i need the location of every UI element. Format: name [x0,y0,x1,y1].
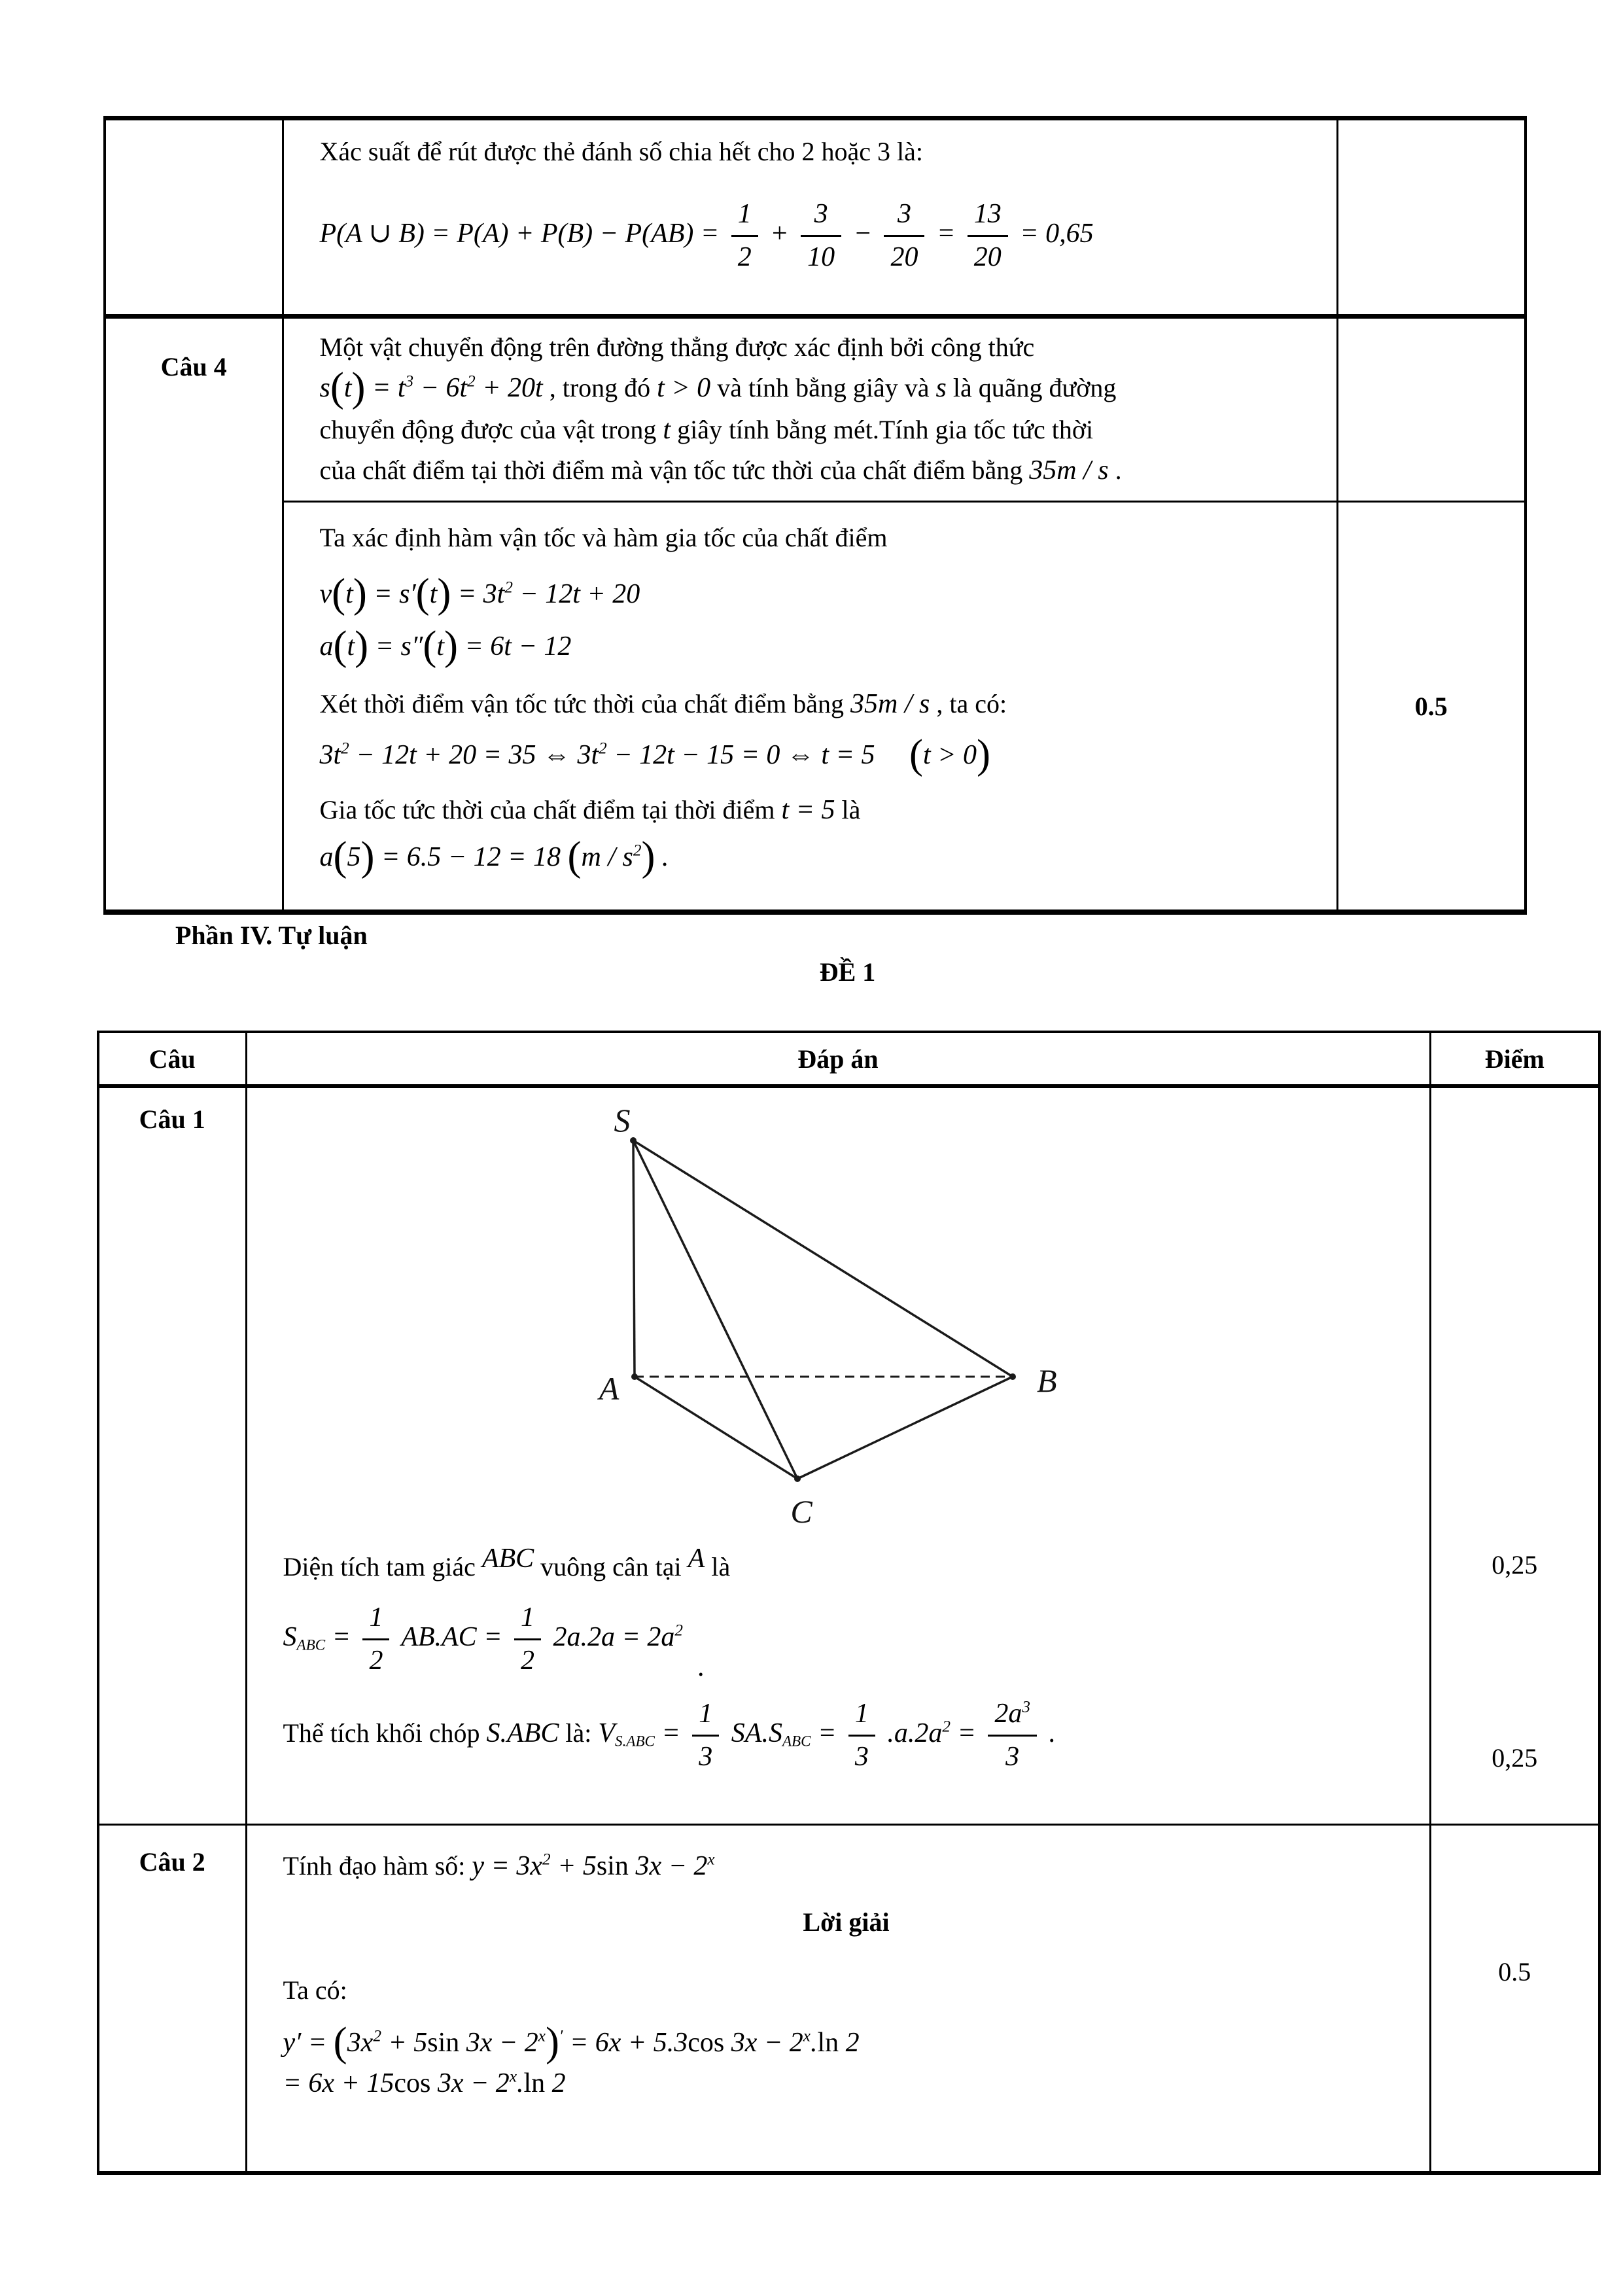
pyramid-svg [571,1109,1094,1541]
vertex-label-b: B [1036,1362,1057,1399]
cau4-label: Câu 4 [105,317,283,913]
area-formula: $S_{ABC}$ = $\frac{1}{2}$ AB.AC = $\frac{1}{2}$ $2a.2a = 2a^2$. [283,1602,705,1683]
statement-line: chuyển động được của vật trong t giây tính bằng mét.Tính gia tốc tức thời [319,415,1094,445]
header-diem: Điểm [1430,1032,1599,1086]
solution-line: a(t) = s″(t) = 6t − 12 [319,622,572,669]
solution-line: Gia tốc tức thời của chất điểm tại thời điểm t = 5 là [319,795,861,825]
statement-line: Một vật chuyển động trên đường thẳng được xác định bởi công thức [319,332,1035,362]
edge-cb [797,1377,1013,1479]
probability-answer-cell [283,118,1337,317]
area-line: Diện tích tam giác ABC vuông cân tại A là [283,1544,731,1581]
cau2-label: Câu 2 [98,1825,246,2174]
score-value: 0.5 [1414,691,1448,721]
cau4-statement-cell [283,317,1337,502]
table-row [105,502,1526,913]
volume-line: Thể tích khối chóp S.ABC là: $V_{S.ABC}$ = $\frac{1}{3}$ $SA.S_{ABC}$ = $\frac{1}{3}$ $.a.2a^2$ = $\frac{2a^3}{3}$ . [283,1698,1056,1773]
vertex-dot-c [794,1475,801,1482]
empty-label-cell [105,118,283,317]
probability-formula: P(A ∪ B) = P(A) + P(B) − P(AB) = $\frac{1}{2}$ + $\frac{3}{10}$ − $\frac{3}{20}$ = $\frac{13}{20}$ = 0,65 [319,199,1094,273]
cau2-score-cell [1430,1825,1599,2174]
pyramid-figure [571,1109,1094,1541]
solution-line: Ta xác định hàm vận tốc và hàm gia tốc của chất điểm [319,523,888,552]
table-row [105,317,1526,502]
empty-score-cell [1337,118,1526,317]
cau1-score-cell [1430,1086,1599,1825]
exam-title: ĐỀ 1 [819,957,876,987]
table-row [105,118,1526,317]
solution-line: $v(t) = s'(t) = 3t^2 - 12t + 20$ [319,570,640,616]
statement-line: của chất điểm tại thời điểm mà vận tốc tức thời của chất điểm bằng 35m / s . [319,455,1122,486]
vertex-label-c: C [790,1493,812,1530]
cau1-answer-cell [246,1086,1430,1825]
statement-line: $s(t) = t^3 - 6t^2 + 20t$ , trong đó t > 0 và tính bằng giây và s là quãng đường [319,364,1117,410]
score-value: 0,25 [1492,1550,1538,1580]
answer-table-de1 [97,1031,1601,2175]
score-value: 0.5 [1498,1957,1531,1987]
solution-line: Xét thời điểm vận tốc tức thời của chất điểm bằng 35m / s , ta có: [319,689,1007,719]
score-layer [1431,1826,1599,2171]
header-cau: Câu [98,1032,246,1086]
section-heading: Phần IV. Tự luận [175,921,368,950]
cau2-answer-cell [246,1825,1430,2174]
cau4-score-cell [1337,502,1526,913]
vertex-dot-a [631,1373,638,1380]
ta-co-line: Ta có: [283,1975,347,2005]
derivative-formula: $y' = (3x^2 + 5\sin$ $3x - 2^x)' = 6x + 5.3\cos$ $3x - 2^x.\ln$ 2 [283,2019,860,2065]
answer-table-part3 [103,116,1527,915]
loi-giai-heading: Lời giải [803,1907,890,1937]
vertex-dot-s [630,1137,637,1144]
score-layer [1431,1088,1599,1824]
table-row [98,1825,1599,2174]
solution-line: $3t^2 - 12t + 20 = 35$ ⇔ $3t^2 - 12t - 15 = 0$ ⇔ t = 5 (t > 0) [319,731,990,777]
cau1-label: Câu 1 [98,1086,246,1825]
vertex-label-a: A [599,1370,619,1407]
empty-score-cell [1337,317,1526,502]
header-row [98,1032,1599,1086]
cau4-solution-cell [283,502,1337,913]
result-formula: = 6x + 15cos $3x - 2^x.\ln$ 2 [283,2068,566,2098]
edge-sa [633,1140,635,1377]
score-value: 0,25 [1492,1743,1538,1773]
solution-line: a(5) = 6.5 − 12 = 18 $(m / s^2)$ . [319,833,669,879]
vertex-label-s: S [614,1109,630,1139]
probability-intro: Xác suất để rút được thẻ đánh số chia hết cho 2 hoặc 3 là: [319,137,924,166]
table-row [98,1086,1599,1825]
header-dap-an: Đáp án [246,1032,1430,1086]
problem-line: Tính đạo hàm số: $y = 3x^2 + 5\sin$ $3x - 2^x$ [283,1850,715,1881]
vertex-dot-b [1009,1373,1016,1380]
